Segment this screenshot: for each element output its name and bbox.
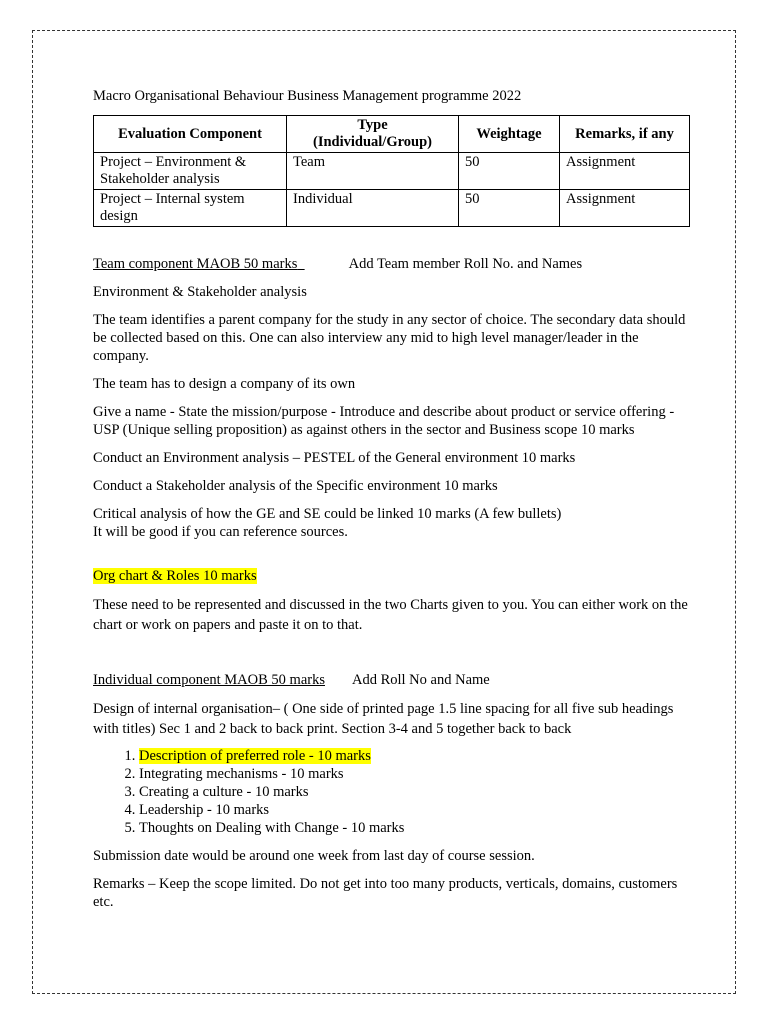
- paragraph: Remarks – Keep the scope limited. Do not get into too many products, verticals, domains, customers etc.: [93, 876, 678, 910]
- document-title: Macro Organisational Behaviour Business Management programme 2022: [93, 88, 522, 104]
- paragraph: The team identifies a parent company for the study in any sector of choice. The secondary data should be collected based on this. One can also interview any mid to high level manager/leader in the company.: [93, 312, 686, 364]
- table-row: [94, 153, 690, 190]
- component-list: [93, 747, 693, 837]
- paragraph: Give a name - State the mission/purpose - Introduce and describe about product or service offering - USP (Unique selling proposition) as against others in the sector and Business scope 10 marks: [93, 404, 675, 438]
- paragraph: The team has to design a company of its own: [93, 376, 356, 392]
- paragraph: These need to be represented and discussed in the two Charts given to you. You can either work on the chart or work on papers and paste it on to that.: [93, 597, 688, 633]
- table-cell: Project – Environment & Stakeholder analysis: [94, 153, 287, 190]
- document-body: [93, 86, 693, 911]
- paragraph: Conduct an Environment analysis – PESTEL of the General environment 10 marks: [93, 450, 576, 466]
- paragraph: Conduct a Stakeholder analysis of the Specific environment 10 marks: [93, 478, 498, 494]
- individual-heading-line: [93, 671, 693, 689]
- table-cell: Individual: [287, 190, 459, 227]
- paragraph: It will be good if you can reference sources.: [93, 524, 348, 540]
- table-header-cell: [287, 116, 459, 153]
- list-item: 3. Creating a culture - 10 marks: [139, 783, 693, 801]
- list-item: 1. Description of preferred role - 10 marks: [139, 747, 693, 765]
- team-heading-line: [93, 255, 693, 273]
- table-header-cell: Evaluation Component: [94, 116, 287, 153]
- table-cell: Team: [287, 153, 459, 190]
- table-row: [94, 190, 690, 227]
- org-heading-line: [93, 567, 693, 585]
- table-header-cell: Remarks, if any: [560, 116, 690, 153]
- team-heading-note: Add Team member Roll No. and Names: [348, 256, 583, 272]
- table-header-type-line1: Type: [357, 117, 388, 133]
- list-item: 2. Integrating mechanisms - 10 marks: [139, 765, 693, 783]
- list-item: 4. Leadership - 10 marks: [139, 801, 693, 819]
- paragraph: Submission date would be around one week from last day of course session.: [93, 848, 535, 864]
- table-cell: 50: [459, 153, 560, 190]
- table-cell: Assignment: [560, 190, 690, 227]
- table-cell: Assignment: [560, 153, 690, 190]
- paragraph: Critical analysis of how the GE and SE could be linked 10 marks (A few bullets): [93, 506, 562, 522]
- env-heading: Environment & Stakeholder analysis: [93, 284, 307, 300]
- evaluation-table: [93, 115, 690, 227]
- team-component-heading: Team component MAOB 50 marks: [93, 256, 298, 272]
- table-cell: Project – Internal system design: [94, 190, 287, 227]
- table-header-type-line2: (Individual/Group): [312, 134, 432, 150]
- list-item: 5. Thoughts on Dealing with Change - 10 marks: [139, 819, 693, 837]
- individual-component-heading: Individual component MAOB 50 marks: [93, 672, 325, 688]
- individual-heading-note: Add Roll No and Name: [351, 672, 490, 688]
- org-chart-heading: Org chart & Roles 10 marks: [93, 568, 257, 584]
- paragraph: Design of internal organisation– ( One side of printed page 1.5 line spacing for all five sub headings with titles) Sec 1 and 2 back to back print. Section 3-4 and 5 together back to back: [93, 701, 674, 737]
- table-header-cell: Weightage: [459, 116, 560, 153]
- table-header-row: [94, 116, 690, 153]
- table-cell: 50: [459, 190, 560, 227]
